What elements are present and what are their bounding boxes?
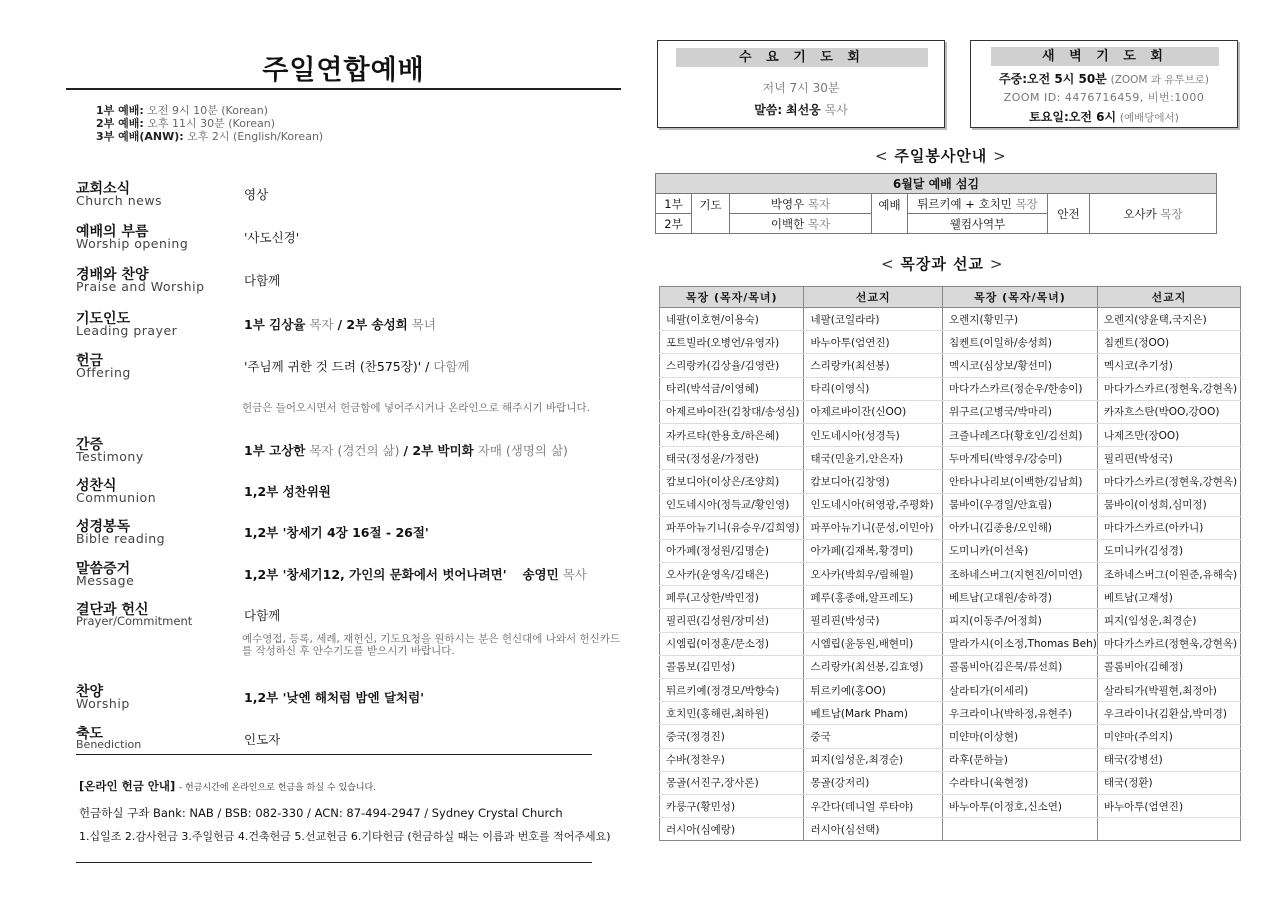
cell-mission-field: 콜롬비아(김혜정) [1097,655,1240,678]
weekday-time: 오전 5시 50분 [1027,72,1107,86]
cell-group: 위구르(고병국/박마리) [943,400,1098,423]
order-item-en: Praise and Worship [76,279,205,294]
mission-table [659,286,1241,841]
cell-mission-field: 뭄바이(이성희,심미정) [1097,493,1240,516]
service-time: 오전 9시 10분 (Korean) [147,104,268,117]
service-label: 1부 예배: [96,104,144,117]
table-row [660,748,1241,771]
offering-hymn: '주님께 귀한 것 드려 (찬575장)' / [244,359,430,374]
cell-mission-field: 카자흐스탄(박OO,강OO) [1097,400,1240,423]
table-row [660,493,1241,516]
service-time: 오후 11시 30분 (Korean) [147,117,275,130]
cell-group: 아가페(정성원/김명순) [660,539,804,562]
service-time-row [96,104,323,117]
order-item-ko: 찬양 [76,684,104,700]
service-label: 2부 예배: [96,117,144,130]
cell-group: 필리핀(김성원/장미선) [660,609,804,632]
cell-mission-field: 필리핀(박성국) [1097,447,1240,470]
mission-section-title [881,253,1003,274]
order-item-value [244,315,436,333]
weekday-label: 주중: [999,72,1027,86]
cell-group: 수바(정찬우) [660,748,804,771]
schedule-header: 6월달 예배 섬김 [656,174,1217,194]
safety-team-cell [1090,194,1217,234]
cell-group: 라후(문하늘) [943,748,1098,771]
table-row [660,679,1241,702]
cell-mission-field: 몽골(강저리) [804,771,943,794]
testimony-role: 목자 (경건의 삶) [309,443,400,458]
title-bracket-right: > [989,255,1004,273]
table-row [660,609,1241,632]
cell-group: 멕시코(심상보/황선미) [943,354,1098,377]
team-name: 튀르키예 + 호치민 [917,196,1012,211]
cell-group: 마다가스카르(정순우/한송이) [943,377,1098,400]
cell-group: 아제르바이잔(김창대/송성심) [660,400,804,423]
cell-group: 튀르키예(정경모/박향숙) [660,679,804,702]
order-item-value: 다함께 [244,273,281,288]
cell-mission-field: 캄보디아(김창영) [804,470,943,493]
column-header: 선교지 [1097,287,1240,308]
cell-group: 조하네스버그(지현진/이미연) [943,563,1098,586]
dawn-prayer-weekday [971,70,1237,87]
table-row [660,423,1241,446]
order-item-en: Benediction [76,738,142,751]
cell-mission-field: 침켄트(정OO) [1097,331,1240,354]
order-item-ko: 기도인도 [76,311,131,327]
table-row [660,586,1241,609]
cell-group: 콜롬보(김민성) [660,655,804,678]
cell-mission-field: 페루(홍종애,알프레도) [804,586,943,609]
cell-mission-field: 조하네스버그(이원준,유해숙) [1097,563,1240,586]
service-label: 3부 예배(ANW): [96,130,184,143]
testimony-role: 자매 (생명의 삶) [477,443,568,458]
speaker-name: 최선웅 [786,103,821,117]
cell-mission-field: 마다가스카르(아카니) [1097,516,1240,539]
speaker-label: 말씀: [754,103,783,117]
service-section-title [875,145,1007,166]
cell-mission-field: 우크라이나(김환삼,박미경) [1097,702,1240,725]
cell-group: 카룽구(황민성) [660,794,804,817]
column-header: 선교지 [804,287,943,308]
table-row [660,354,1241,377]
cell-group: 시엠립(이정훈/문소정) [660,632,804,655]
cell-mission-field: 베트남(고재성) [1097,586,1240,609]
order-item-ko: 간증 [76,437,104,453]
cell-group: 콜롬비아(김은묵/류선희) [943,655,1098,678]
cell-group: 바누아투(이정호,신소연) [943,794,1098,817]
table-row [660,377,1241,400]
leader-name: 1부 김상율 [244,317,306,332]
cell-group: 중국(정경진) [660,725,804,748]
leader-name: / 2부 송성희 [337,317,408,332]
title-bracket-left: < [881,255,895,273]
cell-group: 페루(고상한/박민정) [660,586,804,609]
cell-mission-field: 바누아투(엄연진) [1097,794,1240,817]
page-title: 주일연합예배 [262,55,425,86]
table-row [660,725,1241,748]
cell-group: 네팔(이호현/이용숙) [660,308,804,331]
column-header: 목장 (목자/목녀) [660,287,804,308]
cell-group: 크즐나레즈다(황호인/김선희) [943,423,1098,446]
order-item-en: Testimony [76,449,144,464]
cell-group: 살라티가(이세리) [943,679,1098,702]
weekday-note: (ZOOM 과 유투브로) [1110,74,1209,86]
online-offering-heading [79,778,376,794]
leader-role: 목자 [807,216,831,231]
testimony-name: / 2부 박미화 [403,443,474,458]
service-times [96,104,323,143]
order-item-en: Church news [76,193,163,208]
cell-mission-field: 인도네시아(허영광,주평화) [804,493,943,516]
table-row [660,794,1241,817]
table-row [660,331,1241,354]
wednesday-prayer-title: 수 요 기 도 회 [676,48,928,67]
order-item-value [244,357,470,375]
cell-mission-field: 중국 [804,725,943,748]
title-bracket-left: < [875,147,889,165]
order-item-en: Communion [76,490,157,505]
dawn-prayer-zoom: ZOOM ID: 4476716459, 비번:1000 [1003,91,1205,104]
order-item-en: Worship opening [76,236,189,251]
cell-mission-field: 태국(정환) [1097,771,1240,794]
table-row [656,174,1217,194]
order-item-value: '사도신경' [244,230,300,245]
online-divider-top [76,754,592,755]
online-offering-types: 1.십일조 2.감사헌금 3.주일헌금 4.건축헌금 5.선교헌금 6.기타헌금 (헌금하실 때는 이름과 번호를 적어주세요) [79,830,611,843]
cell-mission-field: 스리랑카(최선봉,김효영) [804,655,943,678]
wednesday-prayer-speaker [658,101,944,118]
cell-mission-field: 태국(강병선) [1097,748,1240,771]
leader-role: 목자 [807,196,831,211]
cell-group: 오렌지(황민구) [943,308,1098,331]
title-bracket-right: > [993,147,1007,165]
title-divider [66,88,621,90]
title-text: 주일봉사안내 [894,147,988,165]
cell-mission-field: 우간다(데니얼 루타야) [804,794,943,817]
cell-mission-field: 오사카(박희우/림해월) [804,563,943,586]
saturday-label: 토요일: [1029,110,1069,124]
table-header-row [660,287,1241,308]
order-item-value: 1,2부 성찬위원 [244,484,331,499]
leader-name: 이백한 [770,216,805,231]
cell-mission-field: 파푸아뉴기니(문성,이민아) [804,516,943,539]
safety-cell: 안전 [1048,194,1090,234]
order-item-value: 인도자 [244,732,281,747]
online-divider-bottom [76,862,592,863]
order-item-ko: 축도 [76,726,104,742]
cell-group: 캄보디아(이상은/조양희) [660,470,804,493]
cell-mission-field [1097,818,1240,841]
cell-group: 러시아(심예랑) [660,818,804,841]
cell-group: 미얀마(이상현) [943,725,1098,748]
order-item-value [244,441,568,459]
cell-group: 포트빌라(오병언/유영자) [660,331,804,354]
preacher-title: 목사 [562,567,587,582]
worship-team-cell [908,194,1048,214]
order-item-en: Message [76,573,135,588]
team-role: 목장 [1015,196,1038,211]
cell-mission-field: 아제르바이잔(신OO) [804,400,943,423]
speaker-title: 목사 [824,103,848,117]
cell-group: 태국(정성윤/가정란) [660,447,804,470]
table-row [660,655,1241,678]
cell-mission-field: 나제즈만(장OO) [1097,423,1240,446]
cell-mission-field: 바누아투(엄연진) [804,331,943,354]
worship-team-cell: 웰컴사역부 [908,214,1048,234]
cell-mission-field: 스리랑카(최선봉) [804,354,943,377]
order-item-ko: 교회소식 [76,181,131,197]
order-item-en: Worship [76,696,130,711]
cell-mission-field: 멕시코(추기성) [1097,354,1240,377]
cell-group: 우크라이나(박하정,유현주) [943,702,1098,725]
cell-group: 수라타니(육현정) [943,771,1098,794]
saturday-note: (예배당에서) [1119,112,1179,124]
cell-mission-field: 마다가스카르(정현욱,강현옥) [1097,377,1240,400]
sermon-title: 1,2부 '창세기12, 가인의 문화에서 벗어나려면' [244,567,507,582]
wednesday-prayer-box [657,40,945,128]
table-row [656,194,1217,214]
cell-mission-field: 아가페(김재복,황경미) [804,539,943,562]
order-item-ko: 성경봉독 [76,519,131,535]
dawn-prayer-title: 새 벽 기 도 회 [991,47,1219,66]
service-time-row [96,130,323,143]
cell-mission-field: 튀르키예(홍OO) [804,679,943,702]
testimony-name: 1부 고상한 [244,443,306,458]
cell-group: 도미니카(이선욱) [943,539,1098,562]
cell-mission-field: 타리(이영식) [804,377,943,400]
cell-mission-field: 오렌지(양윤택,국지은) [1097,308,1240,331]
table-row [660,447,1241,470]
table-row [660,539,1241,562]
dawn-prayer-saturday [971,108,1237,125]
cell-group: 안타나나리보(이백한/김남희) [943,470,1098,493]
order-item-ko: 성찬식 [76,478,117,494]
cell-mission-field: 인도네시아(성경득) [804,423,943,446]
table-row [660,818,1241,841]
safety-role: 목장 [1160,206,1183,221]
order-item-value: 1,2부 '낮엔 해처럼 밤엔 달처럼' [244,690,425,705]
prayer-leader-cell [730,194,872,214]
order-item-ko: 말씀증거 [76,561,131,577]
cell-group: 자카르타(한용호/하은혜) [660,423,804,446]
commitment-note: 예수영접, 등록, 세례, 재헌신, 기도요청을 원하시는 분은 헌신대에 나와서 헌신카드를 작성하신 후 안수기도를 받으시기 바랍니다. [242,633,621,657]
part-cell: 1부 [656,194,692,214]
leader-role: 목녀 [411,317,436,332]
table-row [660,563,1241,586]
cell-mission-field: 피지(임성운,최경순) [804,748,943,771]
service-time-row [96,117,323,130]
table-row [660,771,1241,794]
order-item-en: Offering [76,365,131,380]
prayer-leader-cell [730,214,872,234]
order-item-ko: 헌금 [76,353,104,369]
order-item-en: Leading prayer [76,323,178,338]
cell-group: 파푸아뉴기니(유승우/김희영) [660,516,804,539]
cell-mission-field: 피지(임성운,최경순) [1097,609,1240,632]
cell-mission-field: 러시아(심선택) [804,818,943,841]
offering-note: 헌금은 들어오시면서 헌금함에 넣어주시거나 온라인으로 해주시기 바랍니다. [242,402,590,414]
order-item-value: 다함께 [244,608,281,623]
cell-mission-field: 도미니카(김성경) [1097,539,1240,562]
cell-group [943,818,1098,841]
cell-group: 두마게티(박영우/강승미) [943,447,1098,470]
leader-role: 목자 [309,317,334,332]
worship-cell: 예배 [872,194,908,234]
cell-mission-field: 베트남(Mark Pham) [804,702,943,725]
cell-group: 호치민(홍해린,최하원) [660,702,804,725]
table-row [660,400,1241,423]
cell-mission-field: 미얀마(주의지) [1097,725,1240,748]
part-cell: 2부 [656,214,692,234]
cell-mission-field: 살라티가(박필현,최정아) [1097,679,1240,702]
table-row [660,516,1241,539]
column-header: 목장 (목자/목녀) [943,287,1098,308]
cell-group: 말라가시(이소정,Thomas Beh) [943,632,1098,655]
order-item-ko: 예배의 부름 [76,224,149,240]
leader-name: 박영우 [770,196,805,211]
cell-group: 베트남(고대원/송하경) [943,586,1098,609]
preacher-name: 송영민 [522,567,559,582]
order-item-en: Bible reading [76,531,166,546]
cell-group: 오사카(윤영옥/김태은) [660,563,804,586]
table-row [660,470,1241,493]
mission-table-body [660,308,1241,841]
service-time: 오후 2시 (English/Korean) [187,130,324,143]
table-row [660,702,1241,725]
cell-mission-field: 네팔(코일라라) [804,308,943,331]
order-item-value: 1,2부 '창세기 4장 16절 - 26절' [244,525,429,540]
online-heading-label: [온라인 헌금 안내] [79,779,176,793]
order-item-value [244,565,587,583]
saturday-time: 오전 6시 [1068,110,1117,124]
service-schedule-table [655,173,1217,234]
wednesday-prayer-time: 저녁 7시 30분 [762,81,840,95]
order-item-value: 영상 [244,187,269,202]
cell-group: 스리랑카(김상율/김영란) [660,354,804,377]
safety-name: 오사카 [1123,206,1157,221]
cell-group: 뭄바이(우경일/안효림) [943,493,1098,516]
cell-group: 몽골(서진구,장사론) [660,771,804,794]
cell-group: 아카니(김종용/오인해) [943,516,1098,539]
cell-group: 침켄트(이일하/송성희) [943,331,1098,354]
table-row [660,632,1241,655]
online-heading-note: - 헌금시간에 온라인으로 헌금을 하실 수 있습니다. [178,783,377,793]
dawn-prayer-box [970,40,1238,128]
order-item-ko: 경배와 찬양 [76,267,149,283]
online-account: 헌금하실 구좌 Bank: NAB / BSB: 082-330 / ACN: 87-494-2947 / Sydney Crystal Church [79,806,563,820]
cell-mission-field: 마다가스카르(정현욱,강현옥) [1097,470,1240,493]
table-row [660,308,1241,331]
cell-mission-field: 시엠립(윤동원,배현미) [804,632,943,655]
cell-group: 인도네시아(정득교/황인영) [660,493,804,516]
cell-group: 피지(이동주/어정희) [943,609,1098,632]
title-text: 목장과 선교 [900,255,985,273]
order-item-en: Prayer/Commitment [76,614,193,628]
cell-group: 타리(박석금/이영혜) [660,377,804,400]
cell-mission-field: 태국(민윤기,안은자) [804,447,943,470]
prayer-cell: 기도 [692,194,730,234]
cell-mission-field: 필리핀(박성국) [804,609,943,632]
offering-leader: 다함께 [433,359,470,374]
cell-mission-field: 마다가스카르(정현욱,강현옥) [1097,632,1240,655]
order-item-ko: 결단과 헌신 [76,602,149,618]
